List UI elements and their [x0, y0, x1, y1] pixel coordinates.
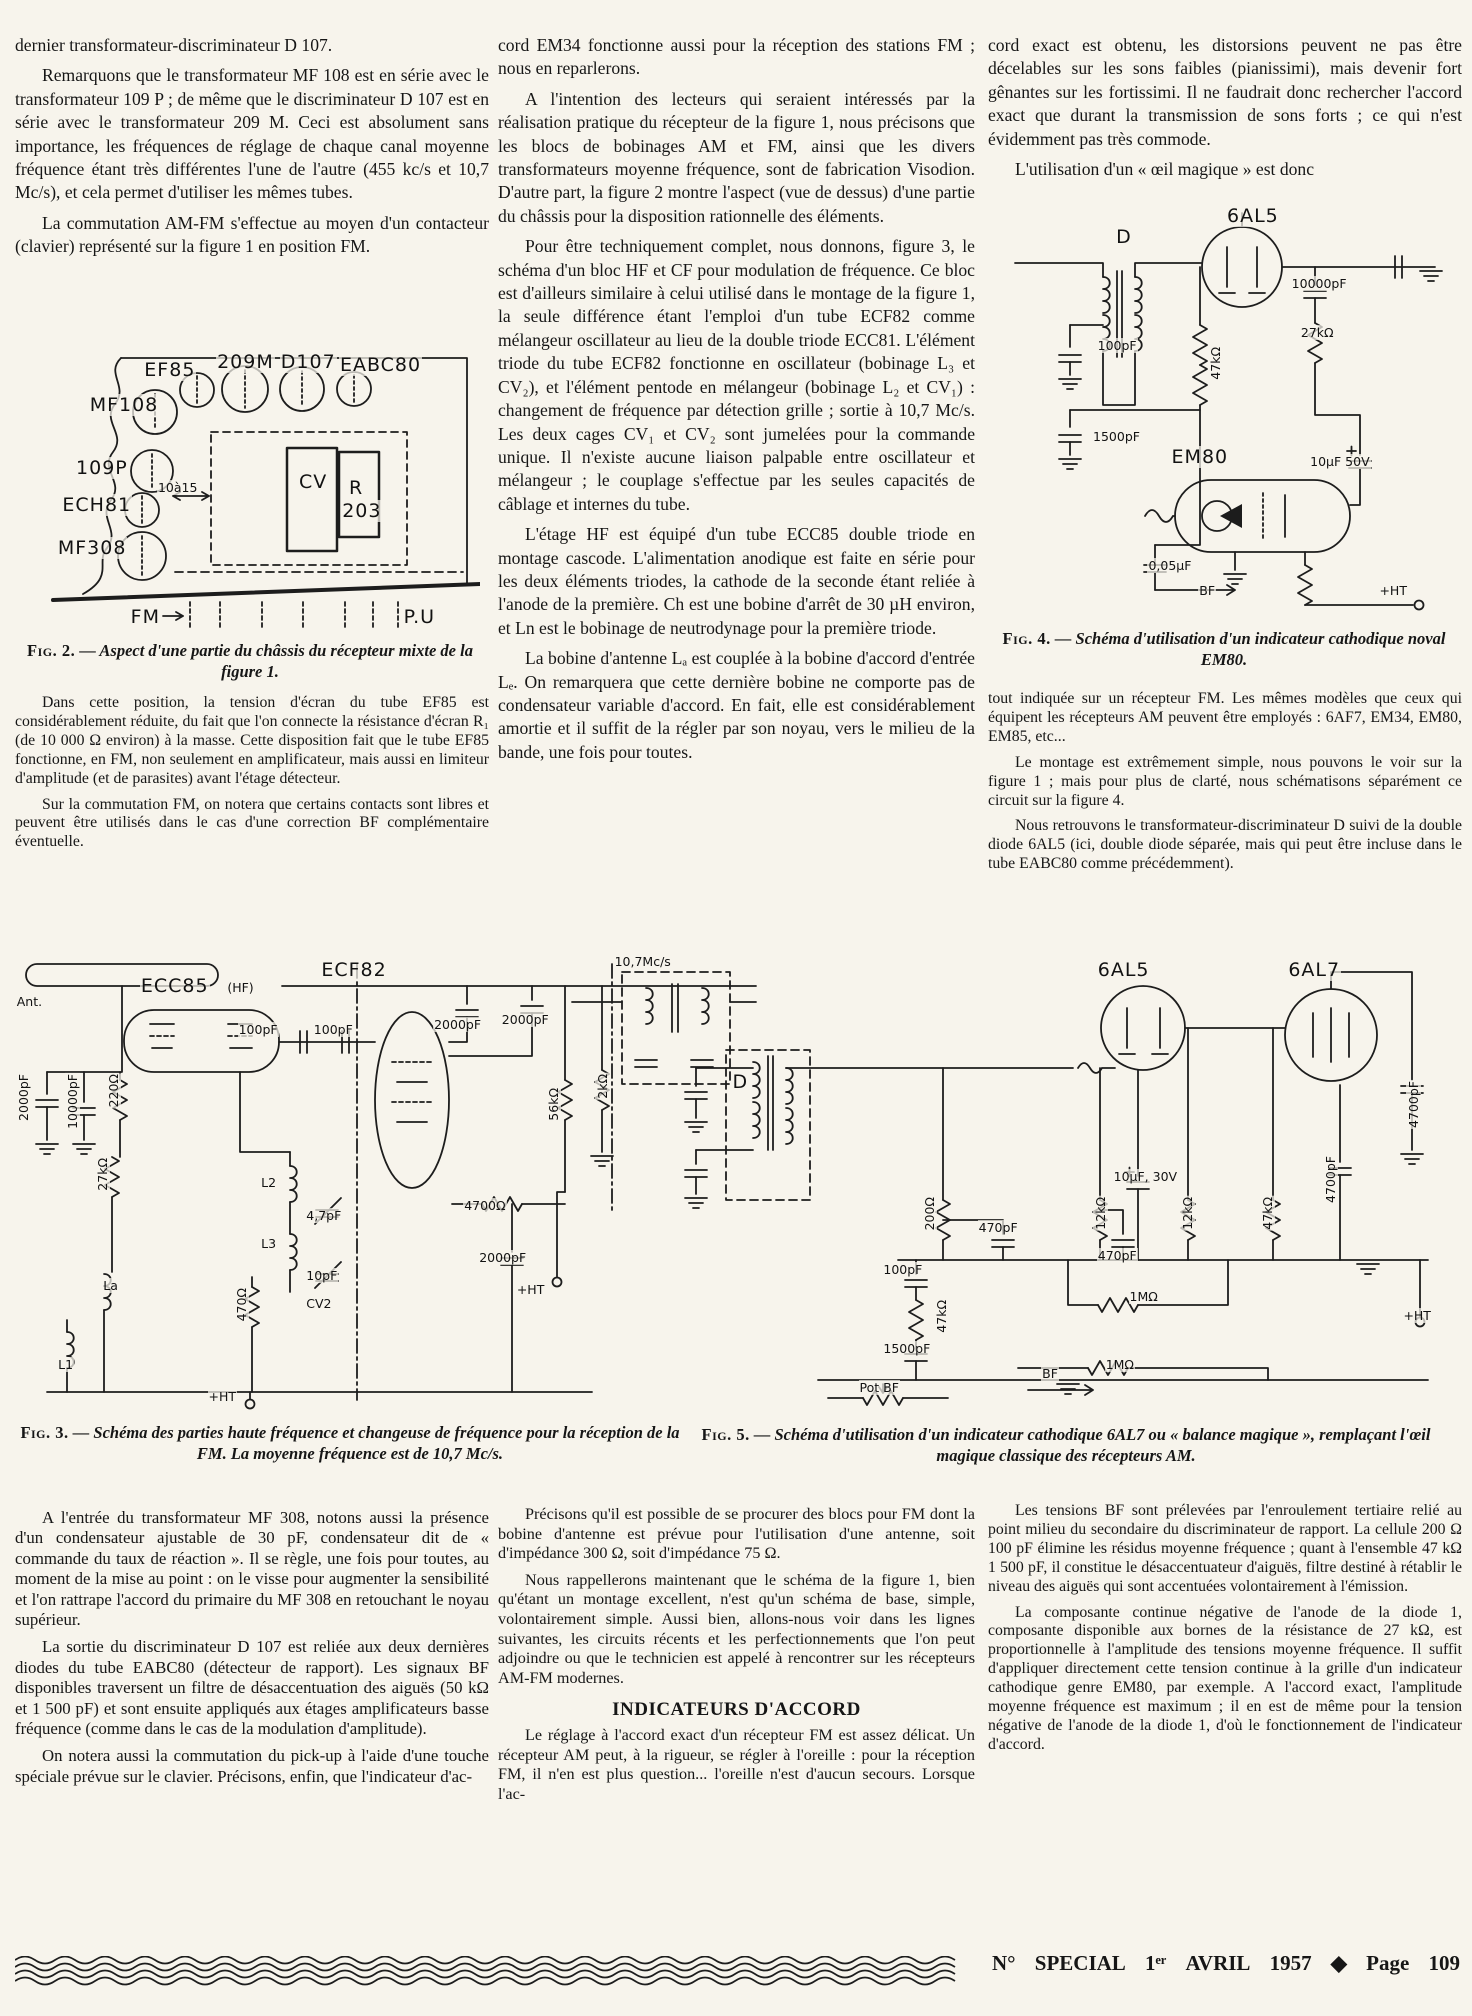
figure-3-schematic	[12, 952, 764, 1417]
component-label: 2000pF	[501, 1012, 549, 1028]
component-label: L3	[261, 1235, 277, 1251]
component-label: D107	[280, 350, 336, 373]
paragraph: Sur la commutation FM, on notera que certains contacts sont libres et peuvent être utilisés dans le cas d'une correction BF complémentaire éventuelle.	[15, 795, 489, 851]
paragraph: Nous rappellerons maintenant que le schéma de la figure 1, bien qu'étant un montage excellent, n'est qu'un schéma de base, simple, volontairement simple. Aussi bien, allons-nous voir dans les lignes suivantes, les circuits récents et les perfectionnements que l'on peut adjoindre ou que le technicien est appelé à rencontrer sur les récepteurs AM-FM modernes.	[498, 1570, 975, 1687]
component-label: 209M	[217, 350, 274, 373]
component-label: 10à15	[157, 480, 198, 496]
paragraph: dernier transformateur-discriminateur D 107.	[15, 35, 333, 55]
component-label: 2kΩ	[594, 1073, 610, 1099]
figure-3-caption	[20, 1422, 680, 1464]
component-label: +HT	[1403, 1308, 1431, 1324]
component-label: 47kΩ	[933, 1299, 949, 1333]
component-label: P.U	[403, 606, 436, 629]
component-label: 1500pF	[883, 1340, 931, 1356]
component-label: 12kΩ	[1180, 1197, 1196, 1231]
bottom-column-3	[988, 1502, 1462, 1762]
paragraph: Les tensions BF sont prélevées par l'enroulement tertiaire relié au point milieu du secondaire du discriminateur de rapport. La cellule 200 Ω 100 pF élimine les résidus moyenne fréquence ; quant à l'ensemble 47 kΩ 1 500 pF, il constitue le désaccentuateur d'aiguës, filtre destiné à rétablir le niveau des aiguës qui sont accentuées volontairement à l'émission.	[988, 1502, 1462, 1595]
component-label: 100pF	[1097, 337, 1137, 353]
figure-3-caption-text: — Schéma des parties haute fréquence et changeuse de fréquence pour la réception de la FM. La moyenne fréquence est de 10,7 Mc/s.	[72, 1423, 680, 1463]
component-label: +HT	[1379, 582, 1407, 598]
component-label: BF	[1199, 582, 1216, 598]
component-label: 4700Ω	[464, 1198, 506, 1214]
footer-page-label: Page	[1366, 1951, 1410, 1975]
component-label: +HT	[208, 1389, 237, 1405]
figure-4	[995, 205, 1457, 620]
component-label: 1MΩ	[1105, 1356, 1134, 1372]
column-1-top	[15, 34, 489, 266]
component-label: 4700pF	[1406, 1081, 1422, 1129]
paragraph: La composante continue négative de l'anode de la diode 1, composante disponible aux bornes de la résistance de 27 kΩ, est proportionnelle à l'amplitude des tensions moyenne fréquence. Il suffit d'appliquer directement cette tension continue à la grille d'un indicateur cathodique genre EM80, par exemple. A l'accord exact, l'amplitude moyenne fréquence est maximum ; il en est de même pour la tension négative de l'anode de la diode 1, d'où le fonctionnement de l'indicateur d'accord.	[988, 1603, 1462, 1753]
figure-5-caption	[672, 1424, 1460, 1466]
bottom-column-2-part2	[498, 1726, 975, 1804]
paragraph: Dans cette position, la tension d'écran du tube EF85 est considérablement réduite, du fait que l'on connecte la résistance d'écran R₁ (de 10 000 Ω environ) à la masse. Cette disposition fait que le tube EF85 fonctionne, en FM, non seulement en amplificateur, mais aussi en limiteur d'amplitude (et de parasites) avant l'étage détecteur.	[15, 694, 489, 787]
component-label: 2000pF	[479, 1249, 527, 1265]
component-label: ECH81	[62, 494, 132, 517]
footer-wavy-rule	[15, 1956, 983, 1986]
component-label: 470pF	[1097, 1247, 1137, 1263]
figure-5-number: Fig. 5.	[701, 1425, 750, 1444]
component-label: 109P	[76, 457, 128, 480]
paragraph: L'utilisation d'un « œil magique » est donc	[1015, 159, 1315, 180]
component-label: 6AL5	[1227, 205, 1279, 227]
component-label: 47kΩ	[1259, 1197, 1275, 1231]
component-label: 100pF	[883, 1261, 923, 1277]
paragraph: La bobine d'antenne Lₐ est couplée à la bobine d'accord d'entrée Lₑ. On remarquera que cette dernière bobine ne comporte pas de condensateur variable d'accord. En fait, elle est considérablement amortie et il suffit de la régler par son noyau, vers le milieu de la bande, une fois pour toutes.	[498, 648, 975, 762]
component-label: D	[732, 1070, 749, 1093]
figure-4-caption	[988, 628, 1460, 670]
component-label: 2000pF	[434, 1017, 482, 1033]
figure-4-number: Fig. 4.	[1002, 629, 1051, 648]
component-label: 27kΩ	[94, 1157, 110, 1191]
component-label: 56kΩ	[545, 1087, 561, 1121]
footer-issue-no: N°	[992, 1951, 1016, 1975]
bottom-column-1	[15, 1508, 489, 1794]
footer-month: AVRIL	[1185, 1951, 1251, 1975]
component-label: ECC85	[140, 975, 209, 998]
component-label: 47kΩ	[1207, 347, 1223, 380]
component-label: BF	[1042, 1366, 1058, 1382]
figure-3-number: Fig. 3.	[20, 1423, 69, 1442]
component-label: ECF82	[321, 958, 387, 981]
figure-2-chassis-drawing	[25, 348, 480, 635]
figure-5-caption-text: — Schéma d'utilisation d'un indicateur cathodique 6AL7 ou « balance magique », remplaçant l'œil magique classique des récepteurs AM.	[753, 1425, 1431, 1465]
paragraph: cord EM34 fonctionne aussi pour la réception des stations FM ; nous en reparlerons.	[498, 35, 975, 79]
component-label: 10µF 50V	[1310, 454, 1370, 469]
paragraph: Précisons qu'il est possible de se procurer des blocs pour FM dont la bobine d'antenne est prévue pour l'utilisation d'une antenne, soit d'impédance 300 Ω, soit d'impédance 75 Ω.	[498, 1505, 975, 1563]
component-label: 10,7Mc/s	[614, 954, 671, 970]
footer-page-number: 109	[1428, 1951, 1460, 1975]
component-label: CV	[299, 471, 328, 494]
bottom-column-2	[498, 1505, 975, 1811]
component-label: 10000pF	[64, 1073, 80, 1129]
figure-5-schematic	[668, 950, 1462, 1415]
component-label: L2	[261, 1175, 277, 1191]
component-label: La	[103, 1277, 118, 1293]
component-label: CV2	[306, 1296, 332, 1312]
component-label: 0,05µF	[1148, 557, 1192, 573]
component-label: MF308	[57, 537, 127, 560]
paragraph: cord exact est obtenu, les distorsions peuvent ne pas être décelables sur les sons faibles (pianissimi), mais devenir fort gênantes sur les fortissimi. Il ne faudrait donc rechercher l'accord exact que durant la transmission de sons forts ; ce qui n'est évidemment pas très commode.	[988, 35, 1462, 149]
paragraph: tout indiquée sur un récepteur FM. Les mêmes modèles que ceux qui équipent les récepteurs AM peuvent être employés : 6AF7, EM34, EM80, EM85, etc...	[988, 690, 1462, 745]
column-3-top	[988, 34, 1462, 188]
component-label: R	[349, 477, 364, 500]
footer-day: 1ᵉʳ	[1144, 1951, 1167, 1975]
component-label: 6AL7	[1288, 959, 1341, 982]
component-label: EM80	[1171, 445, 1229, 468]
figure-2	[25, 348, 480, 635]
figure-3	[12, 952, 764, 1417]
section-heading: INDICATEURS D'ACCORD	[612, 1699, 861, 1721]
component-label: 27kΩ	[1300, 325, 1334, 341]
component-label: EABC80	[339, 353, 422, 376]
component-label: MF108	[89, 393, 159, 416]
paragraph: A l'intention des lecteurs qui seraient intéressés par la réalisation pratique du récepteur de la figure 1, nous précisons que les blocs de bobinages AM et FM, ainsi que les divers transformateurs moyenne fréquence, sont de fabrication Visodion. D'autre part, la figure 2 montre l'aspect (vue de dessus) d'une partie du châssis pour la disposition rationnelle des éléments.	[498, 88, 975, 226]
figure-4-schematic	[995, 205, 1457, 620]
component-label: (HF)	[227, 979, 254, 995]
component-label: EF85	[144, 359, 196, 382]
column-3-bottom	[988, 690, 1462, 881]
component-label: Ant.	[16, 993, 43, 1009]
component-label: 1500pF	[1093, 429, 1140, 445]
component-label: 10pF	[306, 1268, 338, 1284]
bottom-column-2-part1	[498, 1505, 975, 1688]
paragraph: Le montage est extrêmement simple, nous pouvons le voir sur la figure 1 ; mais pour plus de clarté, nous schématisons séparément ce circuit sur la figure 4.	[988, 753, 1462, 809]
component-label: 12kΩ	[1092, 1197, 1108, 1231]
paragraph: Pour être techniquement complet, nous donnons, figure 3, le schéma d'un bloc HF et CF pour modulation de fréquence. Ce bloc est d'ailleurs similaire à celui utilisé dans le montage de la figure 1, la seule différence étant l'emploi d'un tube ECF82 comme mélangeur oscillateur au lieu de la double triode ECC81. L'élément triode du tube ECF82 fonctionne en oscillateur (bobinage L₃ et CV₂), et l'élément pentode en mélangeur (bobinage L₂ et CV₁) : changement de fréquence par détection grille ; sortie à 10,7 Mc/s. Les deux cages CV₁ et CV₂ sont jumelées pour la commande unique. Il n'existe aucune liaison palpable entre oscillateur et mélangeur ; le couplage s'effectue par les seules capacités de câblage et internes du tube.	[498, 236, 975, 514]
component-label: 470pF	[978, 1219, 1018, 1235]
paragraph: Le réglage à l'accord exact d'un récepteur FM est assez délicat. Un récepteur AM peut, à la rigueur, se régler à l'oreille : pour la réception FM, il n'en est plus question... l'oreille n'est d'aucun secours. Lorsque l'ac-	[498, 1725, 975, 1803]
figure-2-caption	[15, 640, 485, 682]
footer	[992, 1951, 1460, 1976]
component-label: FM	[130, 606, 160, 629]
component-label: 200Ω	[922, 1197, 938, 1231]
component-label: 2000pF	[15, 1073, 31, 1121]
figure-2-number: Fig. 2.	[27, 641, 76, 660]
paragraph: A l'entrée du transformateur MF 308, notons aussi la présence d'un condensateur ajustable de 30 pF, condensateur dit de « commande du taux de réaction ». Il se règle, une fois pour toutes, au moment de la mise au point : on le visse pour augmenter la sensibilité et l'on rattrape l'accord du primaire du MF 308 en retouchant le noyau supérieur.	[15, 1508, 489, 1630]
component-label: 1MΩ	[1129, 1289, 1158, 1305]
component-label: L1	[58, 1356, 74, 1372]
component-label: 100pF	[238, 1021, 278, 1037]
footer-year: 1957	[1269, 1951, 1312, 1975]
column-2	[498, 34, 975, 771]
component-label: 100pF	[313, 1021, 353, 1037]
component-label: D	[1116, 225, 1132, 248]
paragraph: Nous retrouvons le transformateur-discriminateur D suivi de la double diode 6AL5 (ici, double diode séparée, mais qui peut être incluse dans le tube EABC80 comme précédemment).	[988, 817, 1462, 873]
component-label: 4700pF	[1323, 1155, 1339, 1203]
component-label: +HT	[516, 1282, 545, 1298]
component-label: 4,7pF	[306, 1207, 342, 1223]
diamond-icon: ◆	[1330, 1951, 1347, 1975]
paragraph: Remarquons que le transformateur MF 108 est en série avec le transformateur 109 P ; de même que le discriminateur D 107 est en série avec le transformateur 209 M. Ceci est absolument sans importance, les fréquences de réglage de chaque canal moyenne fréquence étant très différentes l'une de l'autre (455 kc/s et 10,7 Mc/s), et cela permet d'utiliser les mêmes tubes.	[15, 65, 489, 203]
paragraph: La commutation AM-FM s'effectue au moyen d'un contacteur (clavier) représenté sur la figure 1 en position FM.	[15, 212, 489, 257]
component-label: 10000pF	[1291, 275, 1347, 291]
figure-5	[668, 950, 1462, 1415]
component-label: 203	[342, 500, 382, 523]
paragraph: La sortie du discriminateur D 107 est reliée aux deux dernières diodes du tube EABC80 (détecteur de rapport). Les signaux BF disponibles traversent un filtre de désaccentuation des aiguës (50 kΩ et 1 500 pF) et sont ensuite appliqués aux étages amplificateurs basse fréquence (comme dans le cas de la modulation d'amplitude).	[15, 1637, 489, 1739]
component-label: Pot BF	[859, 1380, 899, 1396]
footer-special: SPECIAL	[1034, 1951, 1126, 1975]
component-label: 6AL5	[1097, 959, 1150, 982]
figure-2-caption-text: — Aspect d'une partie du châssis du récepteur mixte de la figure 1.	[79, 641, 473, 681]
paragraph: On notera aussi la commutation du pick-up à l'aide d'une touche spéciale prévue sur le clavier. Précisons, enfin, que l'indicateur d'ac-	[15, 1746, 489, 1786]
figure-4-caption-text: — Schéma d'utilisation d'un indicateur cathodique noval EM80.	[1054, 629, 1446, 669]
component-label: 220Ω	[106, 1073, 121, 1108]
paragraph: L'étage HF est équipé d'un tube ECC85 double triode en montage cascode. L'alimentation anodique est faite en série pour les deux éléments triodes, la cathode de la seconde étant reliée à l'anode de la première. Ch est une bobine d'arrêt de 30 µH environ, et Ln est le bobinage de neutrodynage pour la première triode.	[498, 524, 975, 638]
component-label: 10µF, 30V	[1113, 1168, 1178, 1184]
component-label: 470Ω	[233, 1287, 249, 1322]
column-1-bottom	[15, 694, 489, 859]
